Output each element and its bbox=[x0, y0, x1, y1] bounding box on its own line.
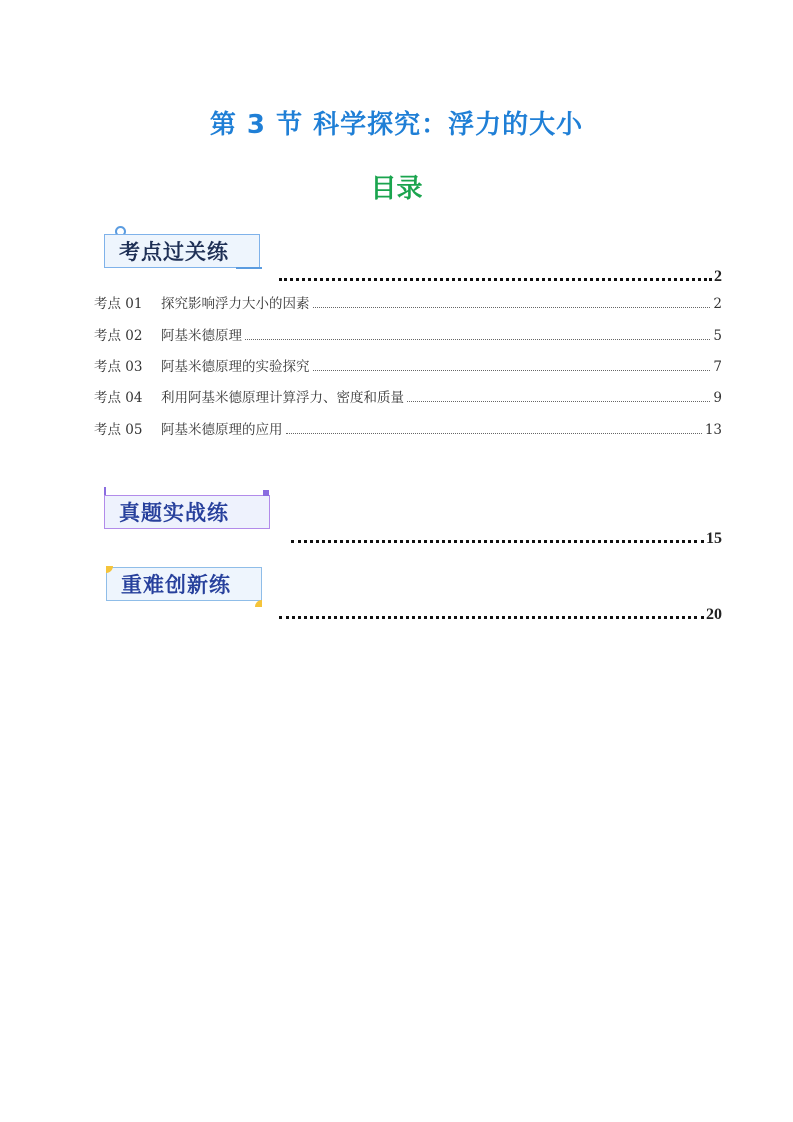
toc-entry[interactable] bbox=[94, 292, 722, 312]
toc-entry[interactable] bbox=[94, 418, 722, 438]
badge-square-decoration bbox=[263, 490, 269, 496]
toc-entry[interactable] bbox=[94, 355, 722, 375]
entry-name: 阿基米德原理 bbox=[161, 328, 242, 344]
entry-page: 9 bbox=[713, 390, 722, 406]
badge-line-decoration bbox=[236, 267, 262, 269]
section-badge-zhenti: 真题实战练 bbox=[104, 495, 270, 529]
entry-page: 5 bbox=[713, 328, 722, 344]
entry-name: 探究影响浮力大小的因素 bbox=[161, 296, 310, 312]
toc-heading: 目录 bbox=[370, 174, 423, 204]
entry-name: 阿基米德原理的实验探究 bbox=[161, 359, 310, 375]
section-page: 2 bbox=[714, 268, 722, 285]
section-page: 20 bbox=[706, 606, 722, 623]
section-leader-zhongnan[interactable] bbox=[279, 602, 722, 624]
section-leader-zhenti[interactable] bbox=[291, 526, 722, 548]
entry-name: 阿基米德原理的应用 bbox=[161, 422, 283, 438]
entry-name: 利用阿基米德原理计算浮力、密度和质量 bbox=[161, 390, 404, 406]
page-title: 第 3 节 科学探究：浮力的大小 bbox=[209, 110, 584, 140]
section-badge-kaodian: 考点过关练 bbox=[104, 234, 260, 268]
entry-page: 2 bbox=[713, 296, 722, 312]
entry-code: 考点 02 bbox=[94, 328, 143, 344]
entry-page: 13 bbox=[704, 422, 722, 438]
section-badge-zhongnan: 重难创新练 bbox=[106, 567, 262, 601]
entry-code: 考点 03 bbox=[94, 359, 143, 375]
entry-code: 考点 01 bbox=[94, 296, 143, 312]
entry-code: 考点 04 bbox=[94, 390, 143, 406]
entry-code: 考点 05 bbox=[94, 422, 143, 438]
section-page: 15 bbox=[706, 530, 722, 547]
section-leader-kaodian[interactable] bbox=[279, 264, 722, 286]
toc-entry[interactable] bbox=[94, 386, 722, 406]
badge-corner-decoration bbox=[255, 600, 262, 607]
toc-entry[interactable] bbox=[94, 324, 722, 344]
entry-page: 7 bbox=[713, 359, 722, 375]
